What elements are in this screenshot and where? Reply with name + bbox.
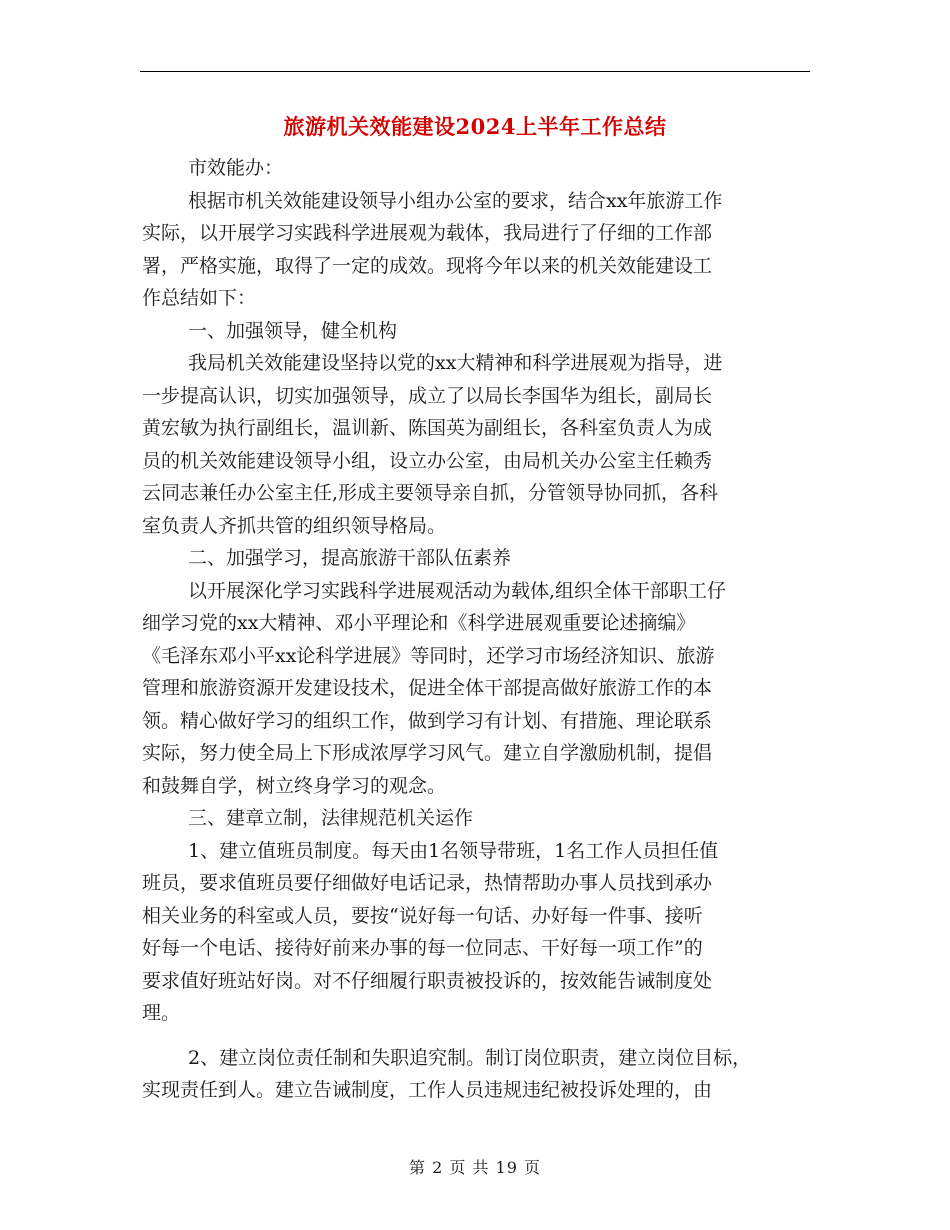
paragraph-line: 市效能办： xyxy=(188,157,284,179)
paragraph-line: 好每一个电话、接待好前来办事的每一位同志、干好每一项工作”的 xyxy=(142,937,703,959)
paragraph-line: 1、建立值班员制度。每天由1名领导带班，1名工作人员担任值 xyxy=(188,839,719,862)
paragraph-line: 相关业务的科室或人员，要按“说好每一句话、办好每一件事、接听 xyxy=(142,904,703,927)
paragraph-line: 细学习党的xx大精神、邓小平理论和《科学进展观重要论述摘编》 xyxy=(142,612,696,634)
page-footer: 第 2 页 共 19 页 xyxy=(409,1158,541,1177)
paragraph-line: 实际，努力使全局上下形成浓厚学习风气。建立自学激励机制，提倡 xyxy=(142,742,713,764)
paragraph-line: 班员，要求值班员要仔细做好电话记录，热情帮助办事人员找到承办 xyxy=(142,872,713,894)
paragraph-line: 根据市机关效能建设领导小组办公室的要求，结合xx年旅游工作 xyxy=(188,189,723,212)
header-rule xyxy=(140,71,810,72)
section-heading: 一、加强领导，健全机构 xyxy=(188,319,398,342)
paragraph-line: 室负责人齐抓共管的组织领导格局。 xyxy=(142,514,447,537)
paragraph-line: 黄宏敏为执行副组长，温训新、陈国英为副组长，各科室负责人为成 xyxy=(142,417,713,439)
paragraph-line: 实际，以开展学习实践科学进展观为载体，我局进行了仔细的工作部 xyxy=(142,222,713,244)
paragraph-line: 实现责任到人。建立告诫制度，工作人员违规违纪被投诉处理的，由 xyxy=(142,1079,713,1101)
paragraph-line: 理。 xyxy=(142,1002,181,1024)
paragraph-line: 领。精心做好学习的组织工作，做到学习有计划、有措施、理论联系 xyxy=(142,709,713,732)
paragraph-line: 作总结如下： xyxy=(142,287,257,309)
section-heading: 二、加强学习，提高旅游干部队伍素养 xyxy=(188,547,512,569)
paragraph-line: 管理和旅游资源开发建设技术，促进全体干部提高做好旅游工作的本 xyxy=(142,677,713,699)
paragraph-line: 云同志兼任办公室主任,形成主要领导亲自抓，分管领导协同抓，各科 xyxy=(142,482,719,504)
paragraph-gap xyxy=(142,1030,814,1042)
paragraph-line: 署，严格实施，取得了一定的成效。现将今年以来的机关效能建设工 xyxy=(142,254,713,277)
paragraph-line: 员的机关效能建设领导小组，设立办公室，由局机关办公室主任赖秀 xyxy=(142,449,713,472)
paragraph-line: 和鼓舞自学，树立终身学习的观念。 xyxy=(142,774,447,797)
document-body xyxy=(142,152,814,1107)
paragraph-line: 要求值好班站好岗。对不仔细履行职责被投诉的，按效能告诫制度处 xyxy=(142,969,713,992)
section-heading: 三、建章立制，法律规范机关运作 xyxy=(188,807,474,829)
document-title: 旅游机关效能建设2024上半年工作总结 xyxy=(283,114,667,139)
paragraph-line: 2、建立岗位责任制和失职追究制。制订岗位职责，建立岗位目标， xyxy=(188,1046,752,1069)
paragraph-line: 一步提高认识，切实加强领导，成立了以局长李国华为组长，副局长 xyxy=(142,384,713,407)
paragraph-line: 《毛泽东邓小平xx论科学进展》等同时，还学习市场经济知识、旅游 xyxy=(142,644,715,667)
paragraph-line: 我局机关效能建设坚持以党的xx大精神和科学进展观为指导，进 xyxy=(188,352,723,374)
paragraph-line: 以开展深化学习实践科学进展观活动为载体,组织全体干部职工仔 xyxy=(188,579,727,602)
